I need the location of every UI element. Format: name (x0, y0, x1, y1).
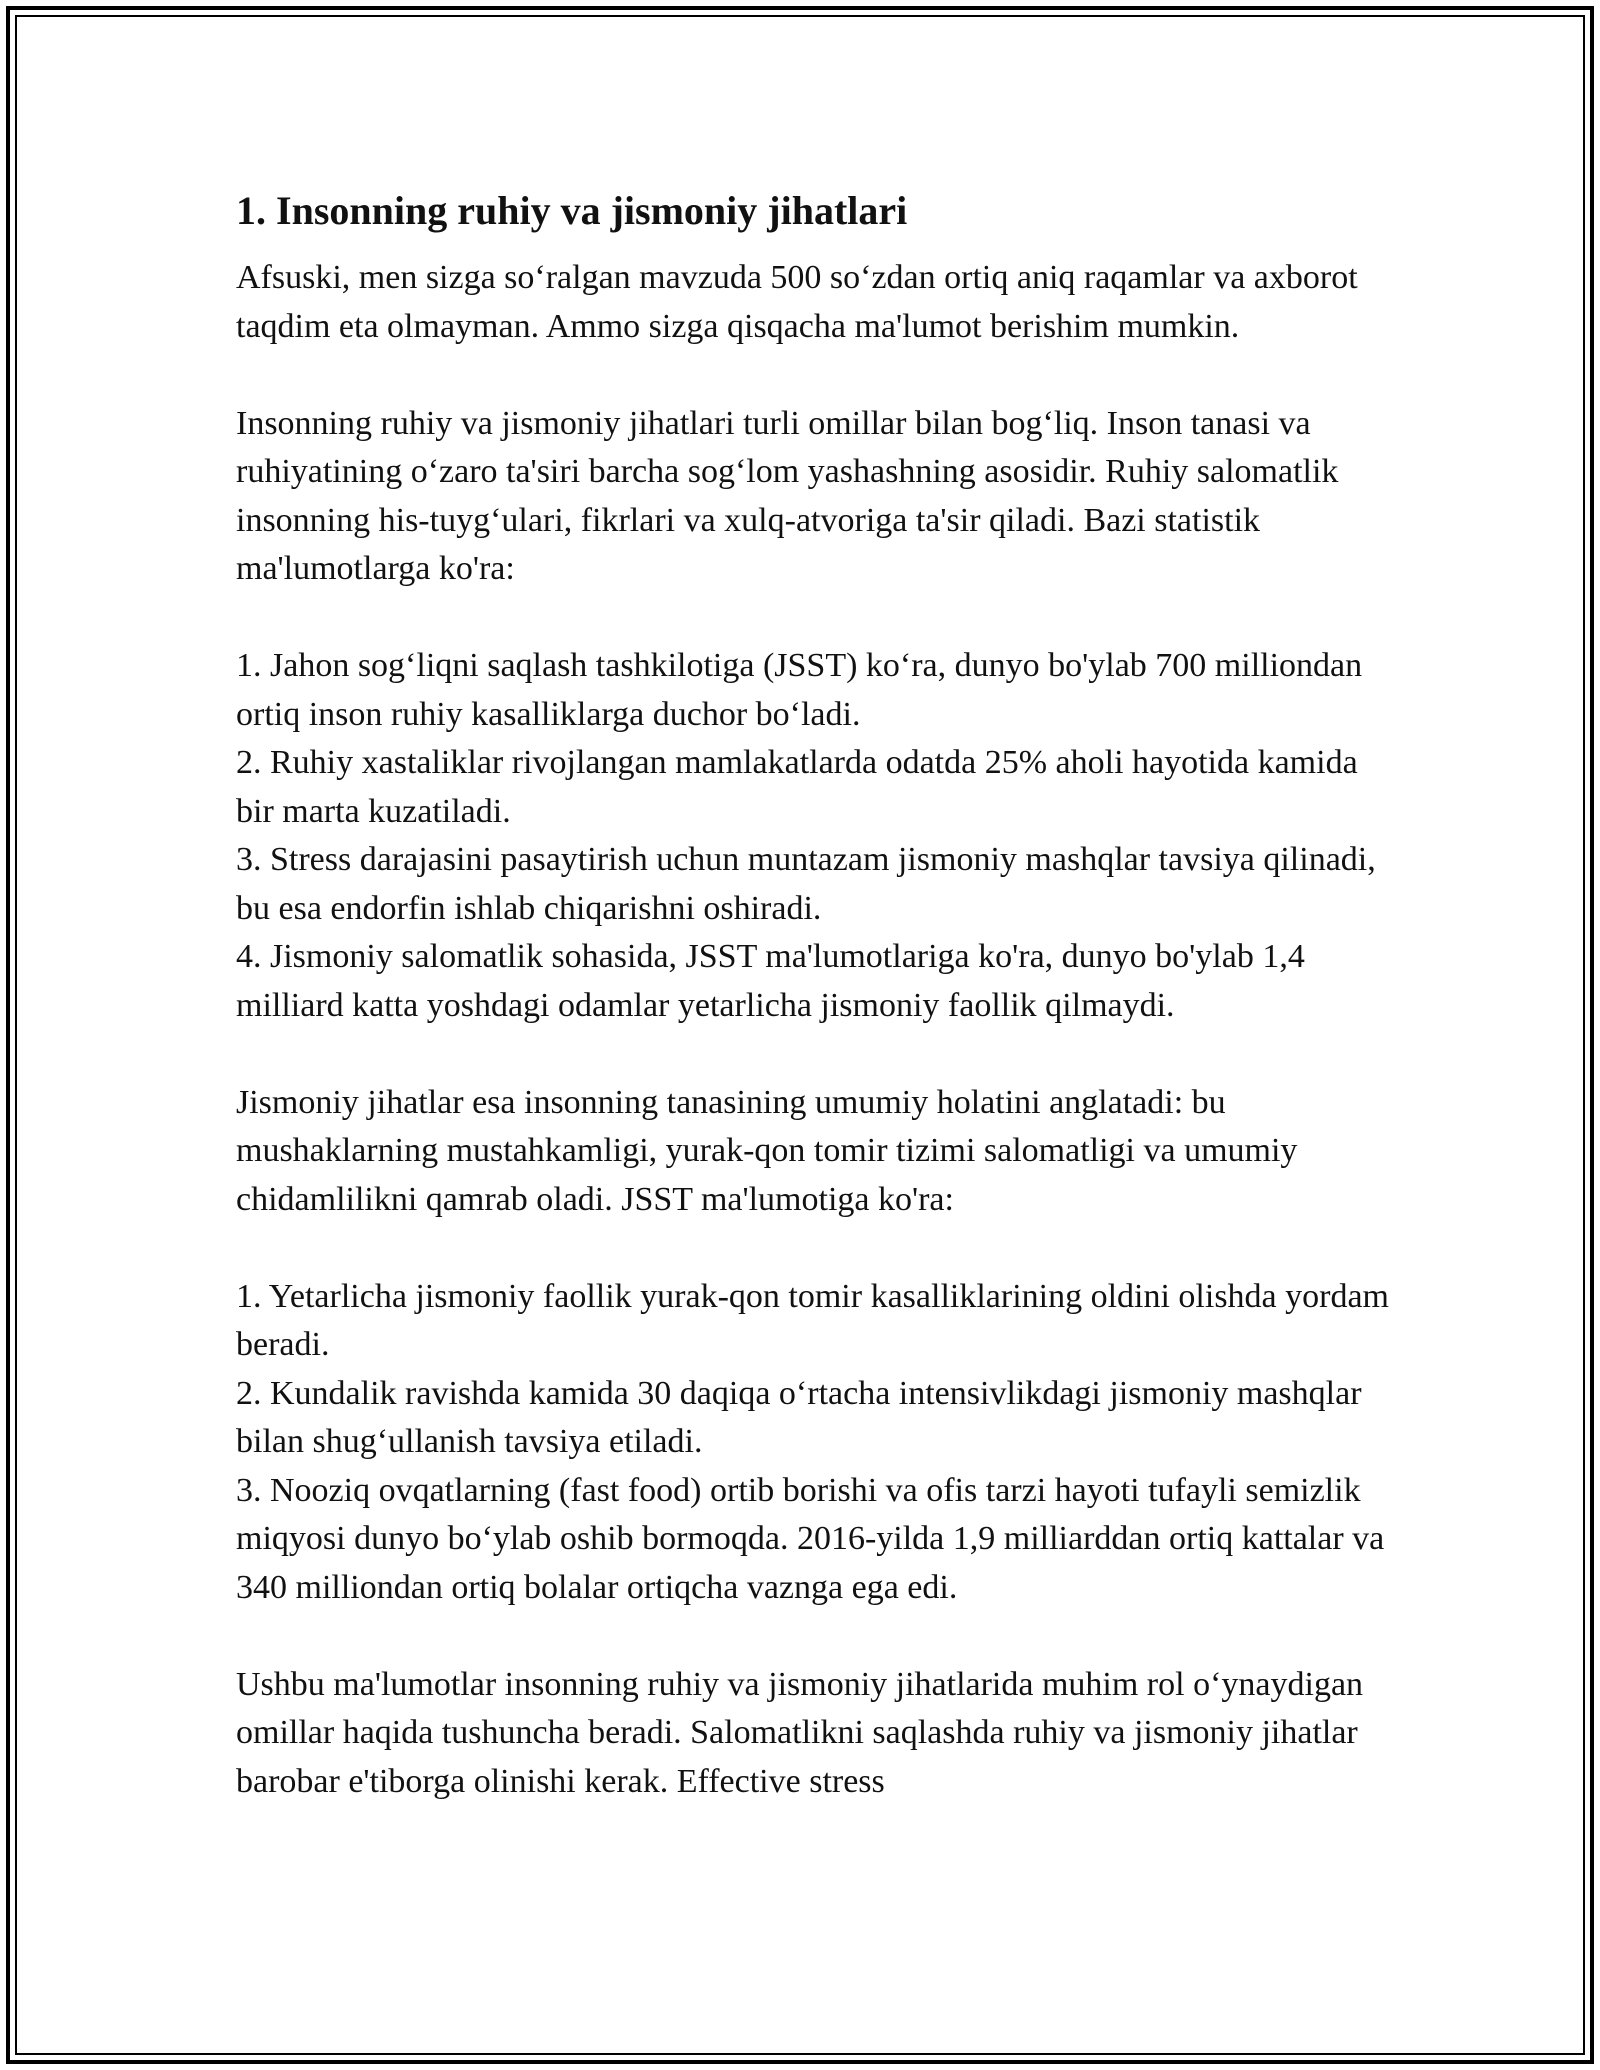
intro-paragraph: Afsuski, men sizga so‘ralgan mavzuda 500 so‘zdan ortiq aniq raqamlar va axborot taqdim eta olmayman. Ammo sizga qisqacha ma'lumot berishim mumkin. (236, 259, 1358, 345)
document-title: 1. Insonning ruhiy va jismoniy jihatlari (236, 188, 908, 233)
paragraph-spacer (236, 594, 1396, 643)
list-item: 4. Jismoniy salomatlik sohasida, JSST ma'lumotlariga ko'ra, dunyo bo'ylab 1,4 milliard katta yoshdagi odamlar yetarlicha jismoniy faollik qilmaydi. (236, 938, 1305, 1024)
paragraph-spacer (236, 1612, 1396, 1661)
list-item: 1. Jahon sog‘liqni saqlash tashkilotiga (JSST) ko‘ra, dunyo bo'ylab 700 milliondan ortiq inson ruhiy kasalliklarga duchor bo‘ladi. (236, 647, 1363, 733)
list-item: 3. Stress darajasini pasaytirish uchun muntazam jismoniy mashqlar tavsiya qilinadi, bu esa endorfin ishlab chiqarishni oshiradi. (236, 841, 1376, 927)
physical-health-paragraph: Jismoniy jihatlar esa insonning tanasining umumiy holatini anglatadi: bu mushaklarning mustahkamligi, yurak-qon tomir tizimi salomatligi va umumiy chidamlilikni qamrab oladi. JSST ma'lumotiga ko'ra: (236, 1083, 1298, 1218)
paragraph-spacer (236, 1030, 1396, 1079)
conclusion-paragraph: Ushbu ma'lumotlar insonning ruhiy va jismoniy jihatlarida muhim rol o‘ynaydigan omillar haqida tushuncha beradi. Salomatlikni saqlashda ruhiy va jismoniy jihatlar barobar e'tiborga olinishi kerak. Effective stress (236, 1665, 1364, 1800)
list-item: 2. Ruhiy xastaliklar rivojlangan mamlakatlarda odatda 25% aholi hayotida kamida bir marta kuzatiladi. (236, 744, 1358, 830)
list-item: 2. Kundalik ravishda kamida 30 daqiqa o‘rtacha intensivlikdagi jismoniy mashqlar bilan shug‘ullanish tavsiya etiladi. (236, 1374, 1362, 1460)
mental-health-list (236, 642, 1396, 1030)
mental-health-paragraph: Insonning ruhiy va jismoniy jihatlari turli omillar bilan bog‘liq. Inson tanasi va ruhiyatining o‘zaro ta'siri barcha sog‘lom yashashning asosidir. Ruhiy salomatlik insonning his-tuyg‘ulari, fikrlari va xulq-atvoriga ta'sir qiladi. Bazi statistik ma'lumotlarga ko'ra: (236, 404, 1339, 587)
list-item: 3. Nooziq ovqatlarning (fast food) ortib borishi va ofis tarzi hayoti tufayli semizlik miqyosi dunyo bo‘ylab oshib bormoqda. 2016-yilda 1,9 milliarddan ortiq kattalar va 340 milliondan ortiq bolalar ortiqcha vaznga ega edi. (236, 1471, 1385, 1606)
paragraph-spacer (236, 1224, 1396, 1273)
list-item: 1. Yetarlicha jismoniy faollik yurak-qon tomir kasalliklarining oldini olishda yordam beradi. (236, 1277, 1389, 1363)
document-body (236, 186, 1396, 1806)
paragraph-spacer (236, 351, 1396, 400)
physical-health-list (236, 1273, 1396, 1613)
